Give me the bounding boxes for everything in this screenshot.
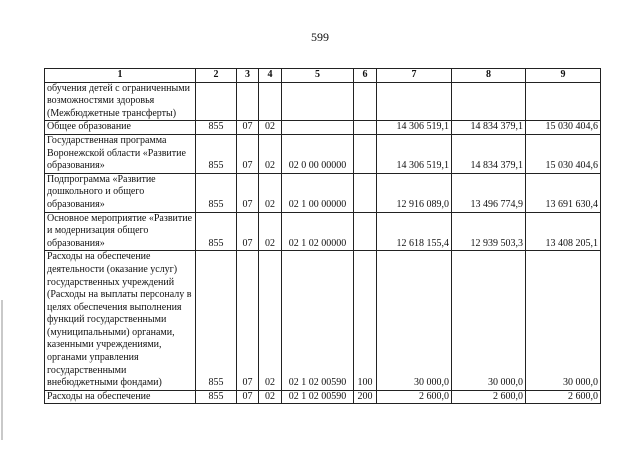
expense-type-code bbox=[354, 173, 377, 212]
row-name: Расходы на обеспечение деятельности (оказание услуг) государственных учреждений (Расходы на выплаты персоналу в целях обеспечения выполнения функций государственными (муниципальными) органами, казенными учреждениями, органами управления государственными внебюджетными фондами) bbox=[45, 251, 196, 391]
row-name: Основное мероприятие «Развитие и модернизация общего образования» bbox=[45, 212, 196, 251]
section-code: 07 bbox=[237, 134, 259, 173]
amount-col-7 bbox=[377, 82, 452, 121]
subsection-code: 02 bbox=[259, 251, 282, 391]
table-row bbox=[45, 390, 601, 404]
target-article-code: 02 1 02 00590 bbox=[282, 251, 354, 391]
department-code: 855 bbox=[196, 390, 237, 404]
target-article-code: 02 1 02 00000 bbox=[282, 212, 354, 251]
section-code bbox=[237, 82, 259, 121]
department-code: 855 bbox=[196, 173, 237, 212]
amount-col-9: 30 000,0 bbox=[526, 251, 601, 391]
amount-col-8: 2 600,0 bbox=[452, 390, 526, 404]
section-code: 07 bbox=[237, 212, 259, 251]
page-number: 599 bbox=[311, 30, 329, 44]
target-article-code: 02 1 00 00000 bbox=[282, 173, 354, 212]
section-code: 07 bbox=[237, 390, 259, 404]
expense-type-code: 100 bbox=[354, 251, 377, 391]
department-code: 855 bbox=[196, 212, 237, 251]
amount-col-8: 30 000,0 bbox=[452, 251, 526, 391]
amount-col-7: 30 000,0 bbox=[377, 251, 452, 391]
amount-col-8 bbox=[452, 82, 526, 121]
target-article-code bbox=[282, 121, 354, 135]
amount-col-8: 14 834 379,1 bbox=[452, 121, 526, 135]
subsection-code: 02 bbox=[259, 121, 282, 135]
subsection-code: 02 bbox=[259, 134, 282, 173]
amount-col-9: 13 691 630,4 bbox=[526, 173, 601, 212]
amount-col-7: 14 306 519,1 bbox=[377, 134, 452, 173]
subsection-code: 02 bbox=[259, 212, 282, 251]
amount-col-9: 13 408 205,1 bbox=[526, 212, 601, 251]
budget-table bbox=[44, 68, 601, 404]
header-cell: 3 bbox=[237, 69, 259, 83]
scan-edge-mark bbox=[1, 300, 3, 440]
department-code bbox=[196, 82, 237, 121]
table-row bbox=[45, 173, 601, 212]
header-cell: 2 bbox=[196, 69, 237, 83]
section-code: 07 bbox=[237, 121, 259, 135]
amount-col-9: 15 030 404,6 bbox=[526, 134, 601, 173]
target-article-code bbox=[282, 82, 354, 121]
expense-type-code bbox=[354, 134, 377, 173]
row-name: обучения детей с ограниченными возможностями здоровья (Межбюджетные трансферты) bbox=[45, 82, 196, 121]
amount-col-9 bbox=[526, 82, 601, 121]
department-code: 855 bbox=[196, 134, 237, 173]
department-code: 855 bbox=[196, 121, 237, 135]
amount-col-9: 15 030 404,6 bbox=[526, 121, 601, 135]
expense-type-code bbox=[354, 212, 377, 251]
target-article-code: 02 1 02 00590 bbox=[282, 390, 354, 404]
header-cell: 9 bbox=[526, 69, 601, 83]
subsection-code bbox=[259, 82, 282, 121]
row-name: Расходы на обеспечение bbox=[45, 390, 196, 404]
subsection-code: 02 bbox=[259, 390, 282, 404]
amount-col-8: 12 939 503,3 bbox=[452, 212, 526, 251]
row-name: Общее образование bbox=[45, 121, 196, 135]
table-row bbox=[45, 134, 601, 173]
header-cell: 1 bbox=[45, 69, 196, 83]
header-cell: 8 bbox=[452, 69, 526, 83]
target-article-code: 02 0 00 00000 bbox=[282, 134, 354, 173]
header-cell: 7 bbox=[377, 69, 452, 83]
subsection-code: 02 bbox=[259, 173, 282, 212]
column-number-header bbox=[45, 69, 601, 83]
row-name: Подпрограмма «Развитие дошкольного и общего образования» bbox=[45, 173, 196, 212]
table-row bbox=[45, 82, 601, 121]
header-cell: 5 bbox=[282, 69, 354, 83]
section-code: 07 bbox=[237, 173, 259, 212]
amount-col-7: 14 306 519,1 bbox=[377, 121, 452, 135]
section-code: 07 bbox=[237, 251, 259, 391]
expense-type-code bbox=[354, 121, 377, 135]
amount-col-7: 12 916 089,0 bbox=[377, 173, 452, 212]
amount-col-8: 13 496 774,9 bbox=[452, 173, 526, 212]
table-row bbox=[45, 212, 601, 251]
amount-col-8: 14 834 379,1 bbox=[452, 134, 526, 173]
amount-col-9: 2 600,0 bbox=[526, 390, 601, 404]
header-cell: 4 bbox=[259, 69, 282, 83]
department-code: 855 bbox=[196, 251, 237, 391]
expense-type-code bbox=[354, 82, 377, 121]
table-row bbox=[45, 251, 601, 391]
amount-col-7: 12 618 155,4 bbox=[377, 212, 452, 251]
amount-col-7: 2 600,0 bbox=[377, 390, 452, 404]
row-name: Государственная программа Воронежской области «Развитие образования» bbox=[45, 134, 196, 173]
table-row bbox=[45, 121, 601, 135]
header-cell: 6 bbox=[354, 69, 377, 83]
expense-type-code: 200 bbox=[354, 390, 377, 404]
